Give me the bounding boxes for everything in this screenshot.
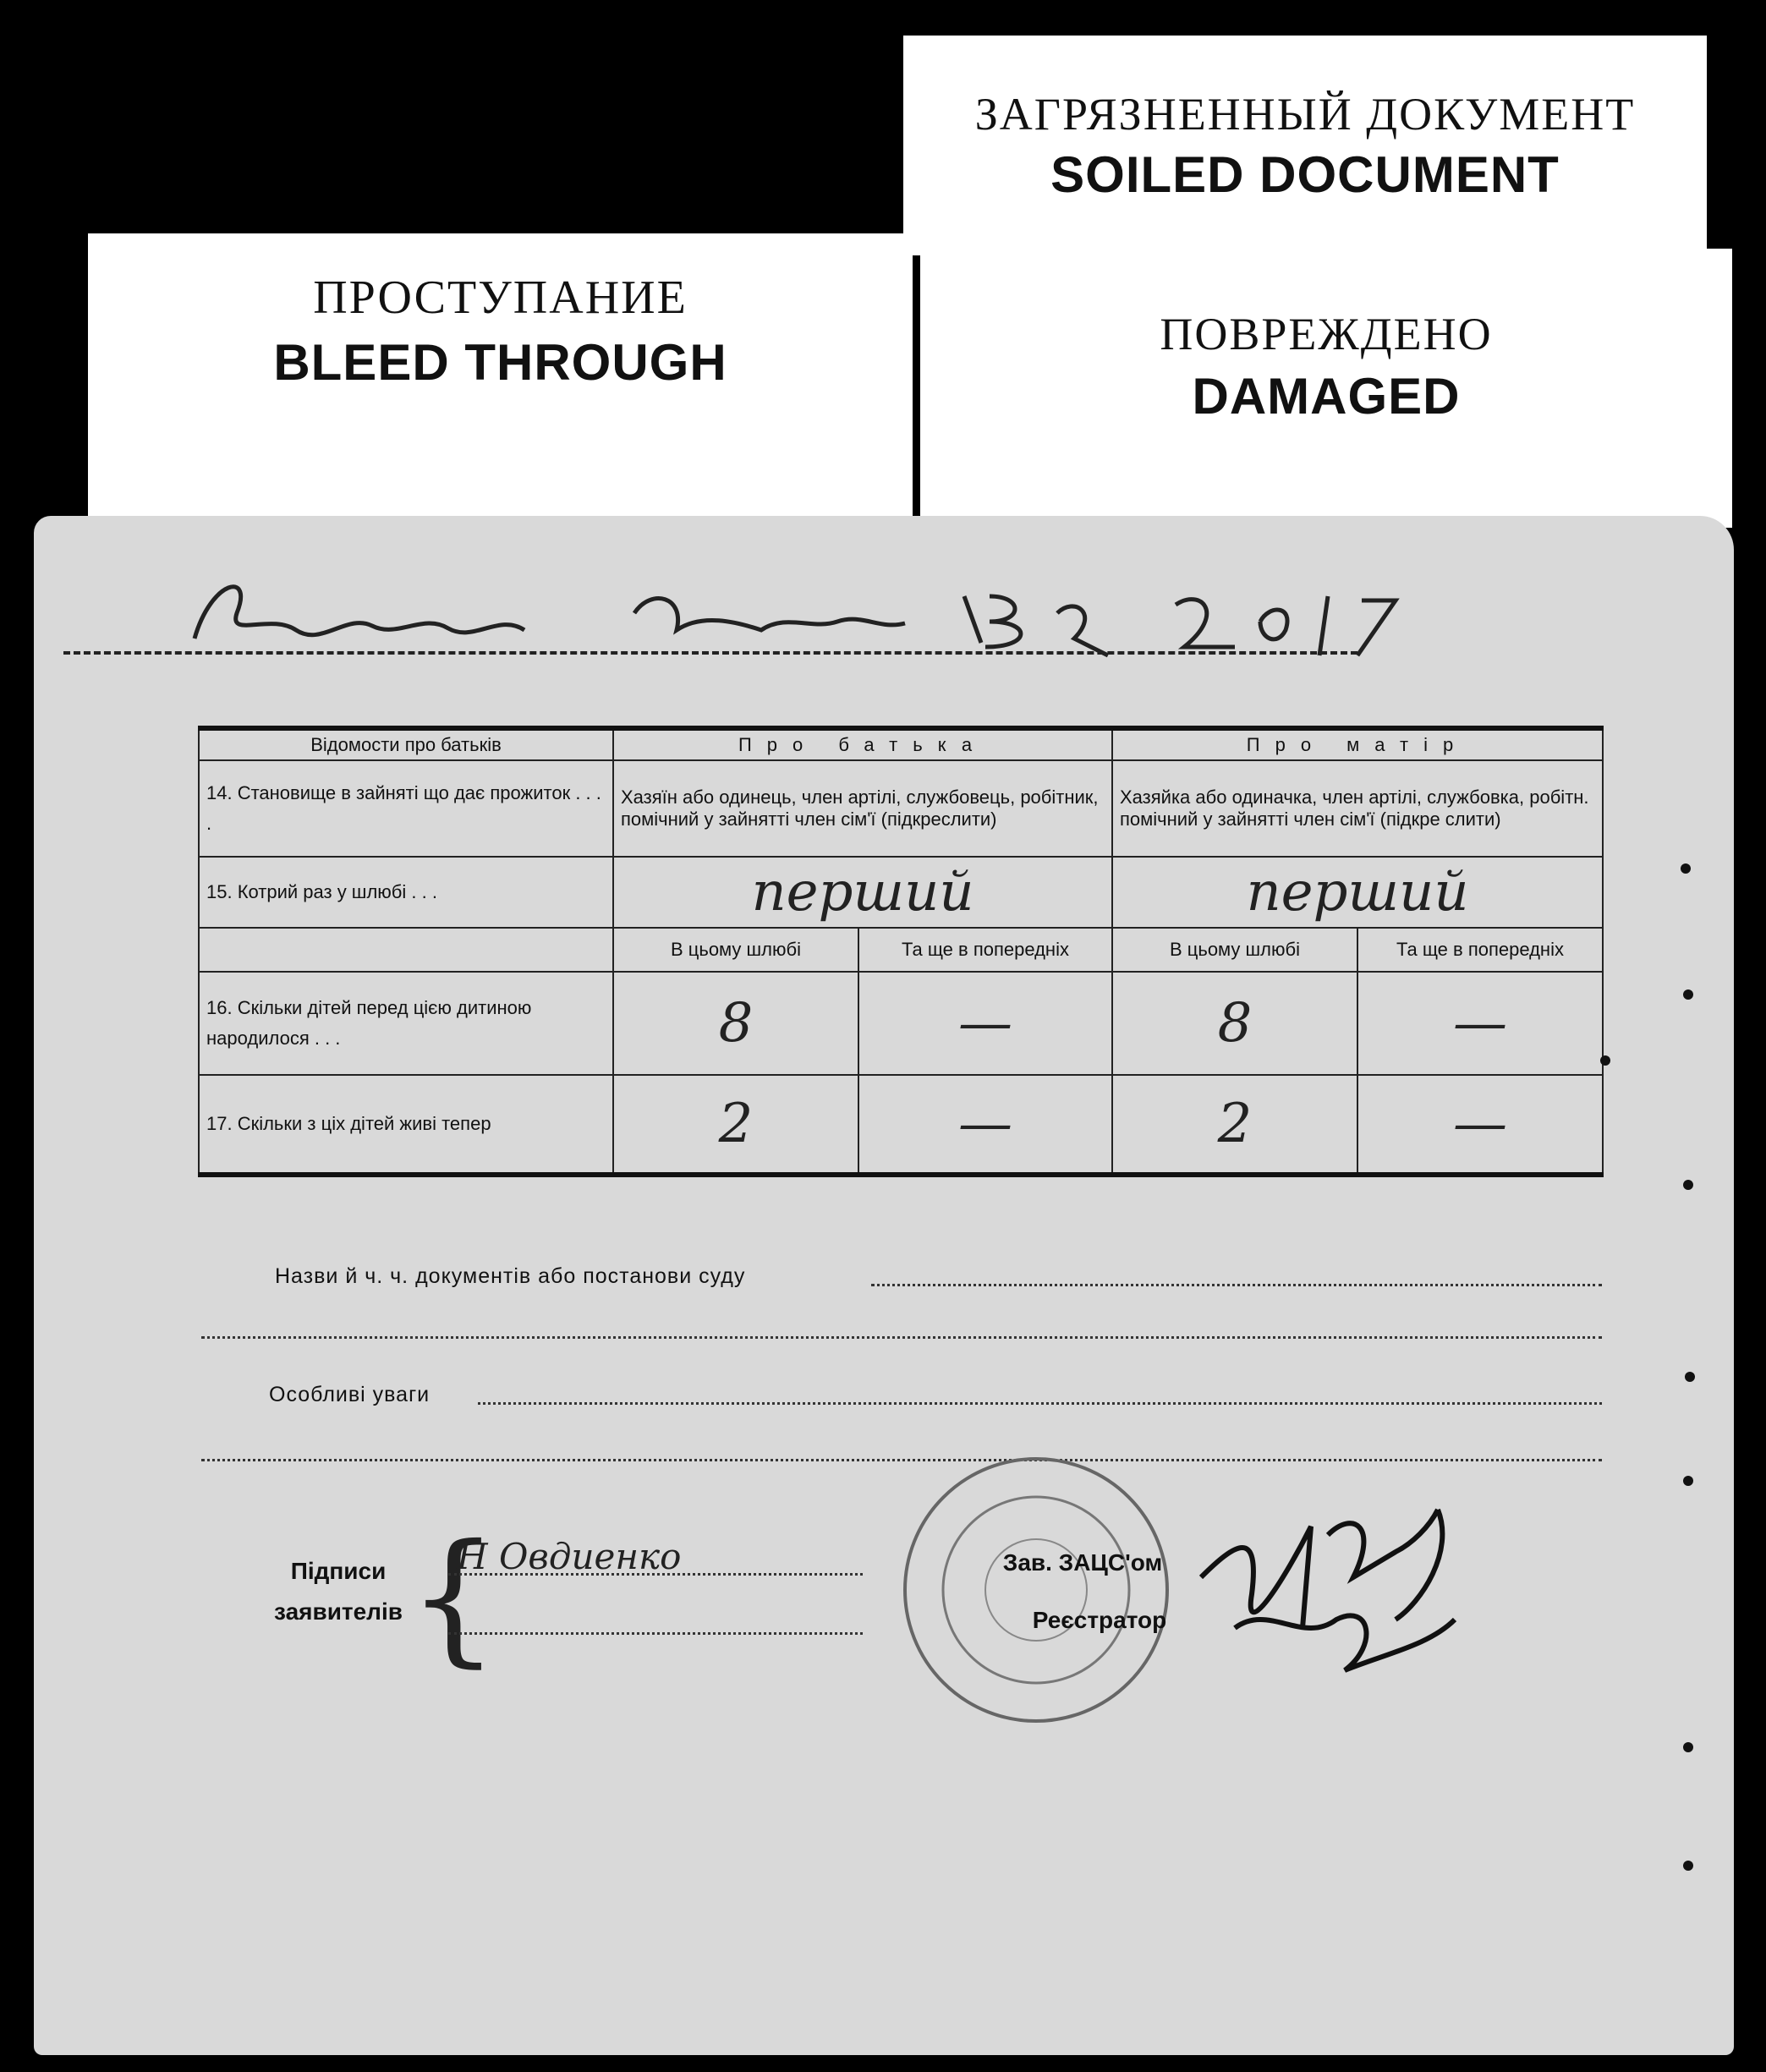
mother-header: Про матір (1112, 728, 1603, 760)
punch-hole (1683, 1476, 1693, 1486)
documents-field-label: Назви й ч. ч. документів або постанови суду (275, 1264, 746, 1288)
registrar-label: Реєстратор (1032, 1607, 1167, 1633)
soiled-document-card (903, 36, 1707, 255)
soiled-label-en: SOILED DOCUMENT (1050, 146, 1560, 203)
handwritten-header-scrawl (178, 562, 1497, 664)
parents-info-header: Відомости про батьків (199, 728, 613, 760)
applicants-brace: { (408, 1514, 500, 1681)
special-notes-label: Особливі уваги (269, 1383, 431, 1406)
row16-father-this: 8 (613, 972, 858, 1075)
father-header: Про батька (613, 728, 1112, 760)
row17-father-this: 2 (613, 1075, 858, 1175)
subheader-spacer (199, 928, 613, 972)
bleed-label-ru: ПРОСТУПАНИЕ (313, 271, 688, 324)
header-dashed-rule (63, 651, 1357, 655)
row15-father-value: перший (613, 857, 1112, 928)
row14-father-options: Хазяїн або одинець, член артілі, службовець, робітник, помічний у зайнятті член сім'ї (підкреслити) (613, 760, 1112, 857)
official-signature (1184, 1476, 1505, 1687)
row15-mother-value: перший (1112, 857, 1603, 928)
applicant-signature-line-2 (448, 1632, 863, 1635)
mother-this-marriage-header: В цьому шлюбі (1112, 928, 1357, 972)
applicant-signature: Н Овдиенко (457, 1536, 682, 1577)
mother-previous-header: Та ще в попередніх (1357, 928, 1603, 972)
punch-hole (1683, 1180, 1693, 1190)
damaged-label-ru: ПОВРЕЖДЕНО (1160, 309, 1493, 359)
bleed-label-en: BLEED THROUGH (273, 334, 727, 391)
father-this-marriage-header: В цьому шлюбі (613, 928, 858, 972)
father-previous-header: Та ще в попередніх (858, 928, 1112, 972)
documents-field-line-1 (871, 1284, 1602, 1286)
punch-hole (1600, 1055, 1610, 1066)
row17-father-prev: — (858, 1075, 1112, 1175)
damaged-label-en: DAMAGED (1192, 368, 1461, 425)
row17-label: 17. Скільки з ціх дітей живі тепер (199, 1075, 613, 1175)
special-notes-line-1 (478, 1402, 1602, 1405)
documents-field-line-2 (201, 1336, 1602, 1339)
row14-mother-options: Хазяйка або одиначка, член артілі, службовка, робітн. помічний у зайнятті член сім'ї (підкре слити) (1112, 760, 1603, 857)
official-stamp (897, 1450, 1176, 1729)
applicant-signature-line-1 (448, 1573, 863, 1576)
row16-mother-this: 8 (1112, 972, 1357, 1075)
applicants-label-line2: заявителів (274, 1598, 403, 1625)
head-zags-label: Зав. ЗАЦС'ом (1002, 1549, 1163, 1576)
punch-hole (1681, 863, 1691, 874)
row16-mother-prev: — (1357, 972, 1603, 1075)
punch-hole (1683, 989, 1693, 1000)
row14-label: 14. Становище в зайняті що дає прожиток . . . . (199, 760, 613, 857)
punch-hole (1685, 1372, 1695, 1382)
punch-hole (1683, 1742, 1693, 1752)
row17-mother-prev: — (1357, 1075, 1603, 1175)
damaged-card (920, 249, 1732, 528)
row16-father-prev: — (858, 972, 1112, 1075)
applicants-label-line1: Підписи (290, 1558, 387, 1584)
punch-hole (1683, 1861, 1693, 1871)
row16-label: 16. Скільки дітей перед цією дитиною народилося . . . (199, 972, 613, 1075)
row15-label: 15. Котрий раз у шлюбі . . . (199, 857, 613, 928)
bleed-through-card (88, 233, 913, 525)
row17-mother-this: 2 (1112, 1075, 1357, 1175)
parents-info-table (198, 726, 1604, 1177)
soiled-label-ru: ЗАГРЯЗНЕННЫЙ ДОКУМЕНТ (974, 89, 1636, 140)
